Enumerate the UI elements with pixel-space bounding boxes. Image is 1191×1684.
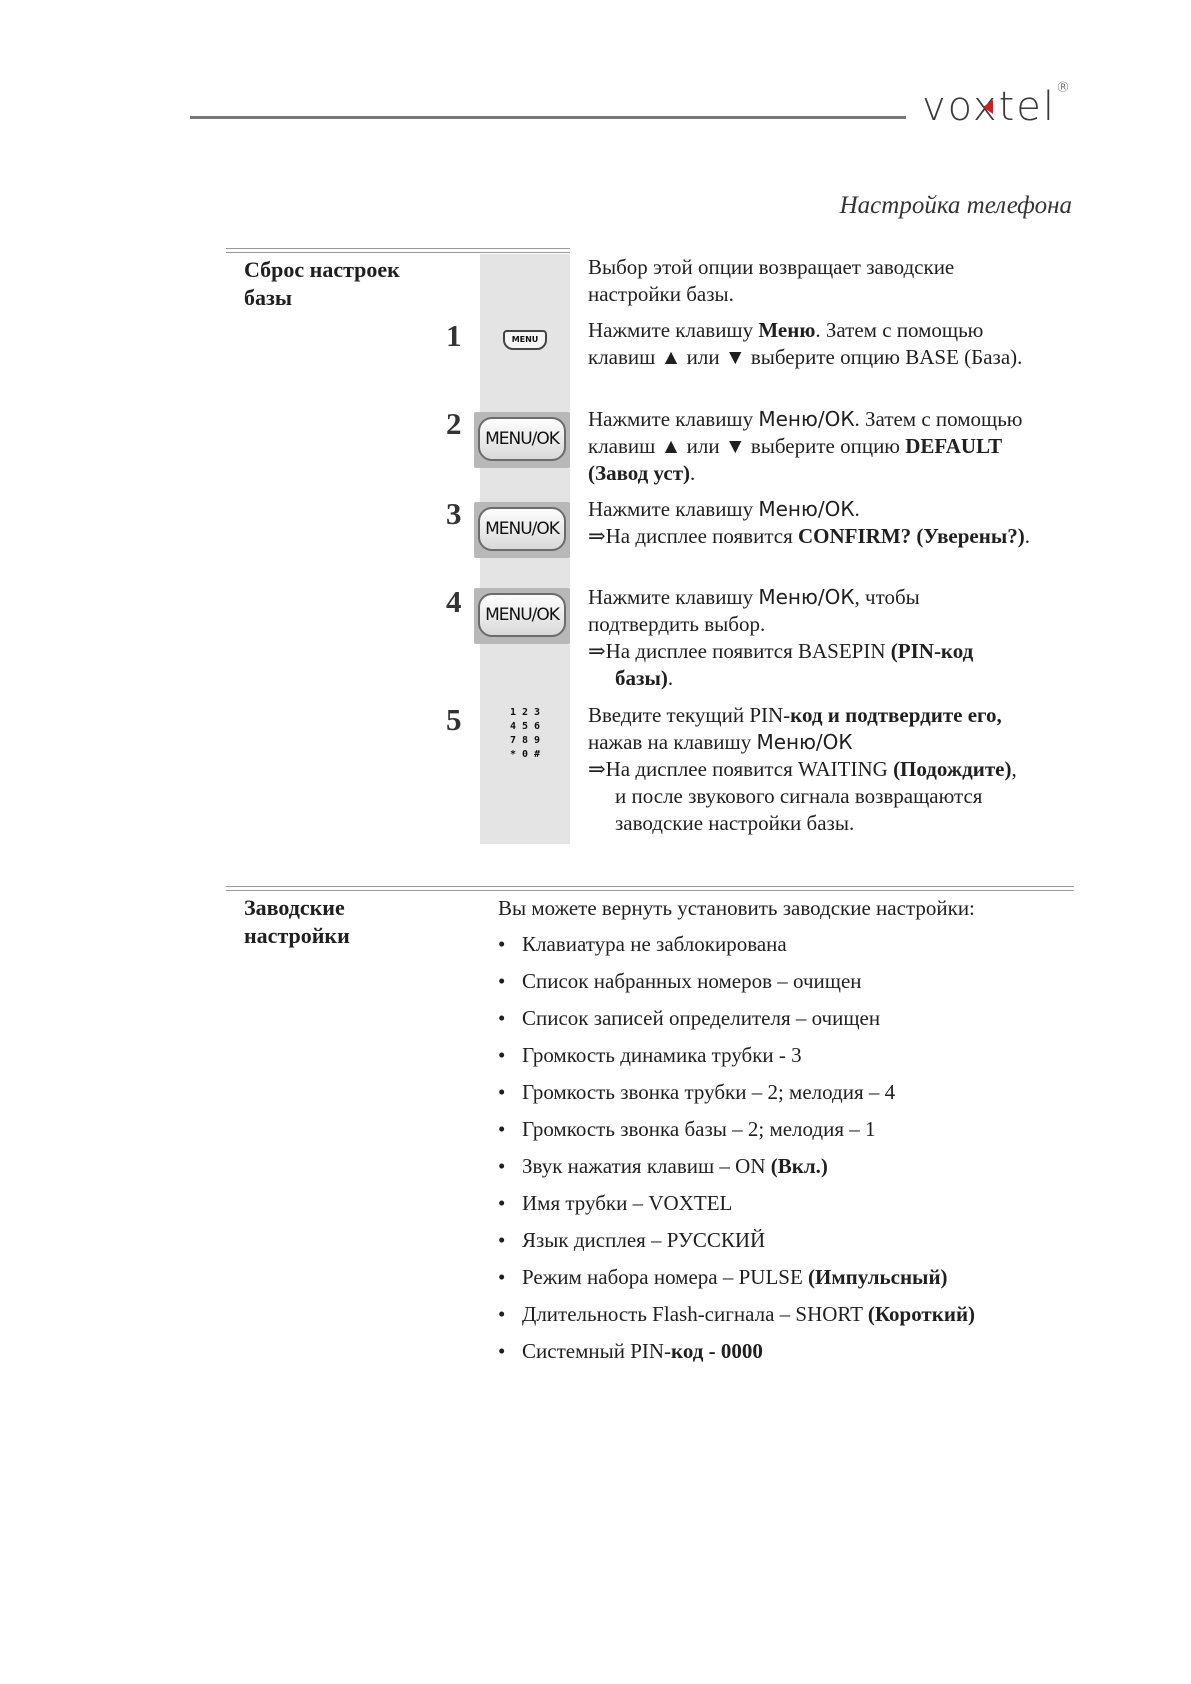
list-item: • Язык дисплея – РУССКИЙ <box>498 1226 975 1263</box>
menu-ok-key-icon: MENU/OK <box>474 588 570 644</box>
factory-settings-intro: Вы можете вернуть установить заводские настройки: <box>498 896 975 920</box>
step-number: 4 <box>446 584 462 619</box>
factory-settings-heading: Заводские настройки <box>244 895 350 948</box>
step-number: 2 <box>446 406 462 441</box>
menu-key-icon: MENU <box>503 330 547 350</box>
factory-settings-list <box>498 930 975 1374</box>
list-item: • Режим набора номера – PULSE (Импульсный) <box>498 1263 975 1300</box>
reset-base-intro: Выбор этой опции возвращает заводские настройки базы. <box>588 255 955 306</box>
step-number: 1 <box>446 318 462 353</box>
step-1-text: Нажмите клавишу Меню. Затем с помощью клавиш ▲ или ▼ выберите опцию BASE (База). <box>588 318 1023 369</box>
list-item: • Громкость звонка базы – 2; мелодия – 1 <box>498 1115 975 1152</box>
menu-ok-key-icon: MENU/OK <box>474 502 570 558</box>
step-5-text: Введите текущий PIN-код и подтвердите его, нажав на клавишу Меню/ОК ⇒На дисплее появится WAITING (Подождите), и после звукового сигнала возвращаются заводские настройки базы. <box>588 703 1017 835</box>
reset-base-heading: Сброс настроек базы <box>244 257 400 310</box>
step-number: 3 <box>446 496 462 531</box>
section-title: Настройка телефона <box>839 192 1072 219</box>
section-divider <box>226 886 1074 891</box>
step-4-text: Нажмите клавишу Меню/ОК, чтобы подтвердить выбор. ⇒На дисплее появится BASEPIN (PIN-код базы). <box>588 585 974 690</box>
list-item: • Список набранных номеров – очищен <box>498 967 975 1004</box>
list-item: • Громкость динамика трубки - 3 <box>498 1041 975 1078</box>
keypad-icon: 1 2 3 4 5 6 7 8 9 * 0 # <box>509 707 541 760</box>
list-item: • Системный PIN-код - 0000 <box>498 1337 975 1374</box>
voxtel-logo: voxtel® <box>922 80 1072 130</box>
header-rule <box>190 116 906 119</box>
list-item: • Имя трубки – VOXTEL <box>498 1189 975 1226</box>
list-item: • Длительность Flash-сигнала – SHORT (Короткий) <box>498 1300 975 1337</box>
menu-ok-key-icon: MENU/OK <box>474 412 570 468</box>
list-item: • Громкость звонка трубки – 2; мелодия – 4 <box>498 1078 975 1115</box>
list-item: • Клавиатура не заблокирована <box>498 930 975 967</box>
step-3-text: Нажмите клавишу Меню/ОК. ⇒На дисплее появится CONFIRM? (Уверены?). <box>588 497 1030 548</box>
section-divider <box>226 248 570 253</box>
step-2-text: Нажмите клавишу Меню/ОК. Затем с помощью клавиш ▲ или ▼ выберите опцию DEFAULT (Завод уст). <box>588 407 1023 485</box>
step-number: 5 <box>446 702 462 737</box>
list-item: • Список записей определителя – очищен <box>498 1004 975 1041</box>
list-item: • Звук нажатия клавиш – ON (Вкл.) <box>498 1152 975 1189</box>
